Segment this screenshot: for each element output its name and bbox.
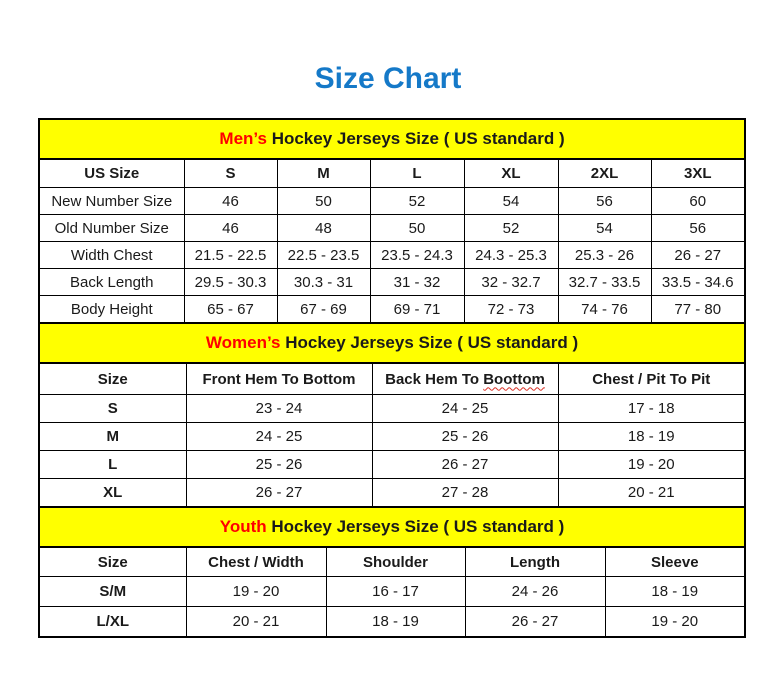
table-cell: 69 - 71	[370, 296, 464, 324]
womens-header-row	[39, 363, 745, 395]
table-row-back-length	[39, 269, 745, 296]
table-cell: 52	[370, 188, 464, 215]
table-cell: 56	[558, 188, 651, 215]
table-cell: 60	[651, 188, 745, 215]
table-cell: 32.7 - 33.5	[558, 269, 651, 296]
womens-label: Women’s	[205, 333, 281, 352]
table-cell: 48	[277, 215, 370, 242]
table-cell: 16 - 17	[326, 577, 465, 607]
youth-header-row	[39, 547, 745, 577]
table-cell: 50	[370, 215, 464, 242]
table-cell: 24 - 25	[186, 423, 372, 451]
row-label: L/XL	[39, 607, 186, 638]
column-header-chest-pit: Chest / Pit To Pit	[558, 363, 745, 395]
table-row-womens-m	[39, 423, 745, 451]
column-header-sleeve: Sleeve	[605, 547, 745, 577]
table-cell: 31 - 32	[370, 269, 464, 296]
row-label: XL	[39, 479, 186, 508]
table-row-width-chest	[39, 242, 745, 269]
table-cell: 33.5 - 34.6	[651, 269, 745, 296]
youth-section-header	[39, 507, 745, 547]
table-row-womens-xl	[39, 479, 745, 508]
back-hem-text: Back Hem To	[385, 370, 484, 388]
table-cell: 18 - 19	[605, 577, 745, 607]
table-cell: 30.3 - 31	[277, 269, 370, 296]
table-cell: 65 - 67	[184, 296, 277, 324]
youth-size-table	[38, 506, 746, 638]
table-cell: 19 - 20	[605, 607, 745, 638]
table-cell: 32 - 32.7	[464, 269, 558, 296]
table-cell: 19 - 20	[186, 577, 326, 607]
mens-section-band-row	[39, 119, 745, 159]
table-cell: 50	[277, 188, 370, 215]
row-label: Body Height	[39, 296, 184, 324]
table-cell: 24.3 - 25.3	[464, 242, 558, 269]
column-header-s: S	[184, 159, 277, 188]
column-header-front-hem: Front Hem To Bottom	[186, 363, 372, 395]
table-cell: 20 - 21	[186, 607, 326, 638]
page-title: Size Chart	[314, 62, 462, 95]
column-header-size: Size	[39, 363, 186, 395]
table-cell: 21.5 - 22.5	[184, 242, 277, 269]
column-header-chest-width: Chest / Width	[186, 547, 326, 577]
table-cell: 52	[464, 215, 558, 242]
table-cell: 25 - 26	[372, 423, 558, 451]
column-header-m: M	[277, 159, 370, 188]
youth-section-band-row	[39, 507, 745, 547]
row-label: Old Number Size	[39, 215, 184, 242]
table-cell: 23 - 24	[186, 395, 372, 423]
table-cell: 74 - 76	[558, 296, 651, 324]
youth-label: Youth	[219, 517, 267, 536]
table-row-body-height	[39, 296, 745, 324]
column-header-us-size: US Size	[39, 159, 184, 188]
mens-section-header	[39, 119, 745, 159]
column-header-l: L	[370, 159, 464, 188]
row-label: L	[39, 451, 186, 479]
size-chart	[38, 118, 744, 638]
table-row-womens-l	[39, 451, 745, 479]
column-header-xl: XL	[464, 159, 558, 188]
table-row-womens-s	[39, 395, 745, 423]
row-label: Back Length	[39, 269, 184, 296]
table-cell: 29.5 - 30.3	[184, 269, 277, 296]
table-row-old-number-size	[39, 215, 745, 242]
table-cell: 18 - 19	[326, 607, 465, 638]
column-header-length: Length	[465, 547, 605, 577]
table-cell: 26 - 27	[465, 607, 605, 638]
table-cell: 24 - 26	[465, 577, 605, 607]
mens-title-rest: Hockey Jerseys Size ( US standard )	[266, 129, 565, 148]
table-cell: 22.5 - 23.5	[277, 242, 370, 269]
table-row-new-number-size	[39, 188, 745, 215]
womens-size-table	[38, 322, 746, 508]
row-label: M	[39, 423, 186, 451]
table-row-youth-lxl	[39, 607, 745, 638]
table-cell: 46	[184, 188, 277, 215]
table-cell: 20 - 21	[558, 479, 745, 508]
row-label: Width Chest	[39, 242, 184, 269]
table-cell: 46	[184, 215, 277, 242]
column-header-size: Size	[39, 547, 186, 577]
table-cell: 25.3 - 26	[558, 242, 651, 269]
table-cell: 56	[651, 215, 745, 242]
table-cell: 24 - 25	[372, 395, 558, 423]
mens-header-row	[39, 159, 745, 188]
table-cell: 67 - 69	[277, 296, 370, 324]
table-row-youth-sm	[39, 577, 745, 607]
row-label: S	[39, 395, 186, 423]
column-header-2xl: 2XL	[558, 159, 651, 188]
table-cell: 54	[558, 215, 651, 242]
row-label: S/M	[39, 577, 186, 607]
table-cell: 27 - 28	[372, 479, 558, 508]
table-cell: 25 - 26	[186, 451, 372, 479]
womens-section-header	[39, 323, 745, 363]
table-cell: 77 - 80	[651, 296, 745, 324]
column-header-back-hem	[372, 363, 558, 395]
table-cell: 26 - 27	[186, 479, 372, 508]
womens-title-rest: Hockey Jerseys Size ( US standard )	[280, 333, 579, 352]
table-cell: 23.5 - 24.3	[370, 242, 464, 269]
table-cell: 26 - 27	[372, 451, 558, 479]
back-hem-misspelled-word: Boottom	[483, 370, 545, 388]
column-header-3xl: 3XL	[651, 159, 745, 188]
womens-section-band-row	[39, 323, 745, 363]
table-cell: 26 - 27	[651, 242, 745, 269]
youth-title-rest: Hockey Jerseys Size ( US standard )	[266, 517, 565, 536]
table-cell: 72 - 73	[464, 296, 558, 324]
table-cell: 17 - 18	[558, 395, 745, 423]
table-cell: 19 - 20	[558, 451, 745, 479]
table-cell: 54	[464, 188, 558, 215]
column-header-shoulder: Shoulder	[326, 547, 465, 577]
row-label: New Number Size	[39, 188, 184, 215]
table-cell: 18 - 19	[558, 423, 745, 451]
mens-label: Men’s	[219, 129, 267, 148]
mens-size-table	[38, 118, 746, 324]
